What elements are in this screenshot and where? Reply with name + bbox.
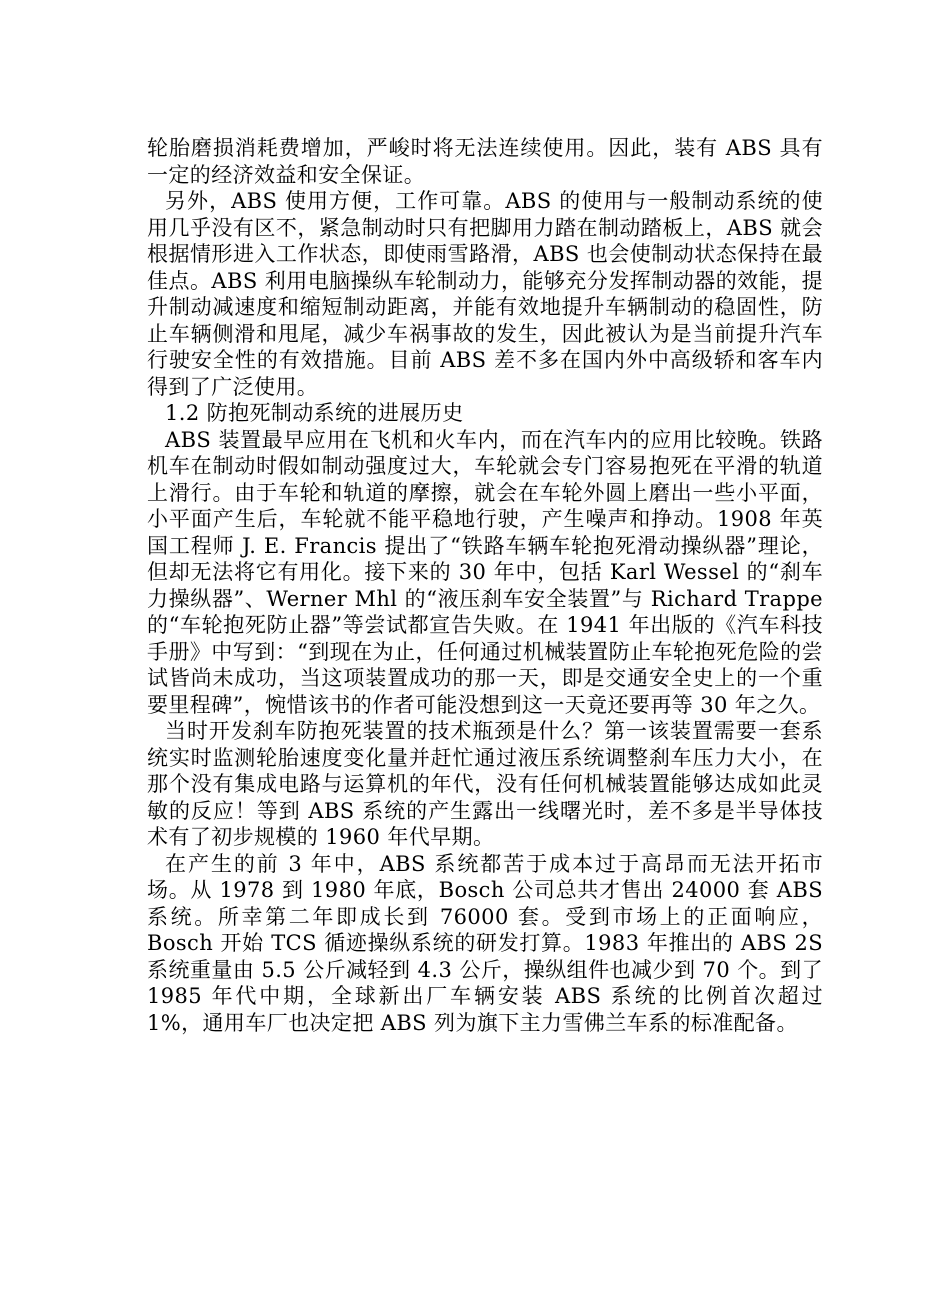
paragraph-abs-market-growth: 在产生的前 3 年中，ABS 系统都苦于成本过于高昂而无法开拓市场。从 1978 到 1980 年底，Bosch 公司总共才售出 24000 套 ABS 系统。所幸第二年即成长到 76000 套。受到市场上的正面响应，Bosch 开始 TCS 循迹操纵系统的研发打算。1983 年推出的 ABS 2S 系统重量由 5.5 公斤减轻到 4.3 公斤，操纵组件也减少到 70 个。到了 1985 年代中期，全球新出厂车辆安装 ABS 系统的比例首次超过 1%，通用车厂也决定把 ABS 列为旗下主力雪佛兰车系的标准配备。	[147, 851, 823, 1035]
paragraph-abs-technical-bottleneck: 当时开发刹车防抱死装置的技术瓶颈是什么？第一该装置需要一套系统实时监测轮胎速度变化量并赶忙通过液压系统调整刹车压力大小，在那个没有集成电路与运算机的年代，没有任何机械装置能够达成如此灵敏的反应！等到 ABS 系统的产生露出一线曙光时，差不多是半导体技术有了初步规模的 1960 年代早期。	[147, 719, 823, 849]
paragraph-abs-history-origin: ABS 装置最早应用在飞机和火车内，而在汽车内的应用比较晚。铁路机车在制动时假如制动强度过大，车轮就会专门容易抱死在平滑的轨道上滑行。由于车轮和轨道的摩擦，就会在车轮外圆上磨出一些小平面，小平面产生后，车轮就不能平稳地行驶，产生噪声和挣动。1908 年英国工程师 J. E. Francis 提出了“铁路车辆车轮抱死滑动操纵器”理论，但却无法将它有用化。接下来的 30 年中，包括 Karl Wessel 的“刹车力操纵器”、Werner Mhl 的“液压刹车安全装置”与 Richard Trappe 的“车轮抱死防止器”等尝试都宣告失败。在 1941 年出版的《汽车科技手册》中写到：“到现在为止，任何通过机械装置防止车轮抱死危险的尝试皆尚未成功，当这项装置成功的那一天，即是交通安全史上的一个重要里程碑”，惋惜该书的作者可能没想到这一天竟还要再等 30 年之久。	[147, 427, 823, 717]
paragraph-abs-convenience: 另外，ABS 使用方便，工作可靠。ABS 的使用与一般制动系统的使用几乎没有区不，紧急制动时只有把脚用力踏在制动踏板上，ABS 就会根据情形进入工作状态，即使雨雪路滑，ABS 也会使制动状态保持在最佳点。ABS 利用电脑操纵车轮制动力，能够充分发挥制动器的效能，提升制动减速度和缩短制动距离，并能有效地提升车辆制动的稳固性，防止车辆侧滑和甩尾，减少车祸事故的发生，因此被认为是当前提升汽车行驶安全性的有效措施。目前 ABS 差不多在国内外中高级轿和客车内得到了广泛使用。	[147, 189, 823, 399]
paragraph-abs-economy: 轮胎磨损消耗费增加，严峻时将无法连续使用。因此，装有 ABS 具有一定的经济效益和安全保证。	[147, 136, 823, 187]
section-heading: 1.2 防抱死制动系统的进展历史	[165, 401, 464, 425]
document-page	[147, 135, 823, 1036]
